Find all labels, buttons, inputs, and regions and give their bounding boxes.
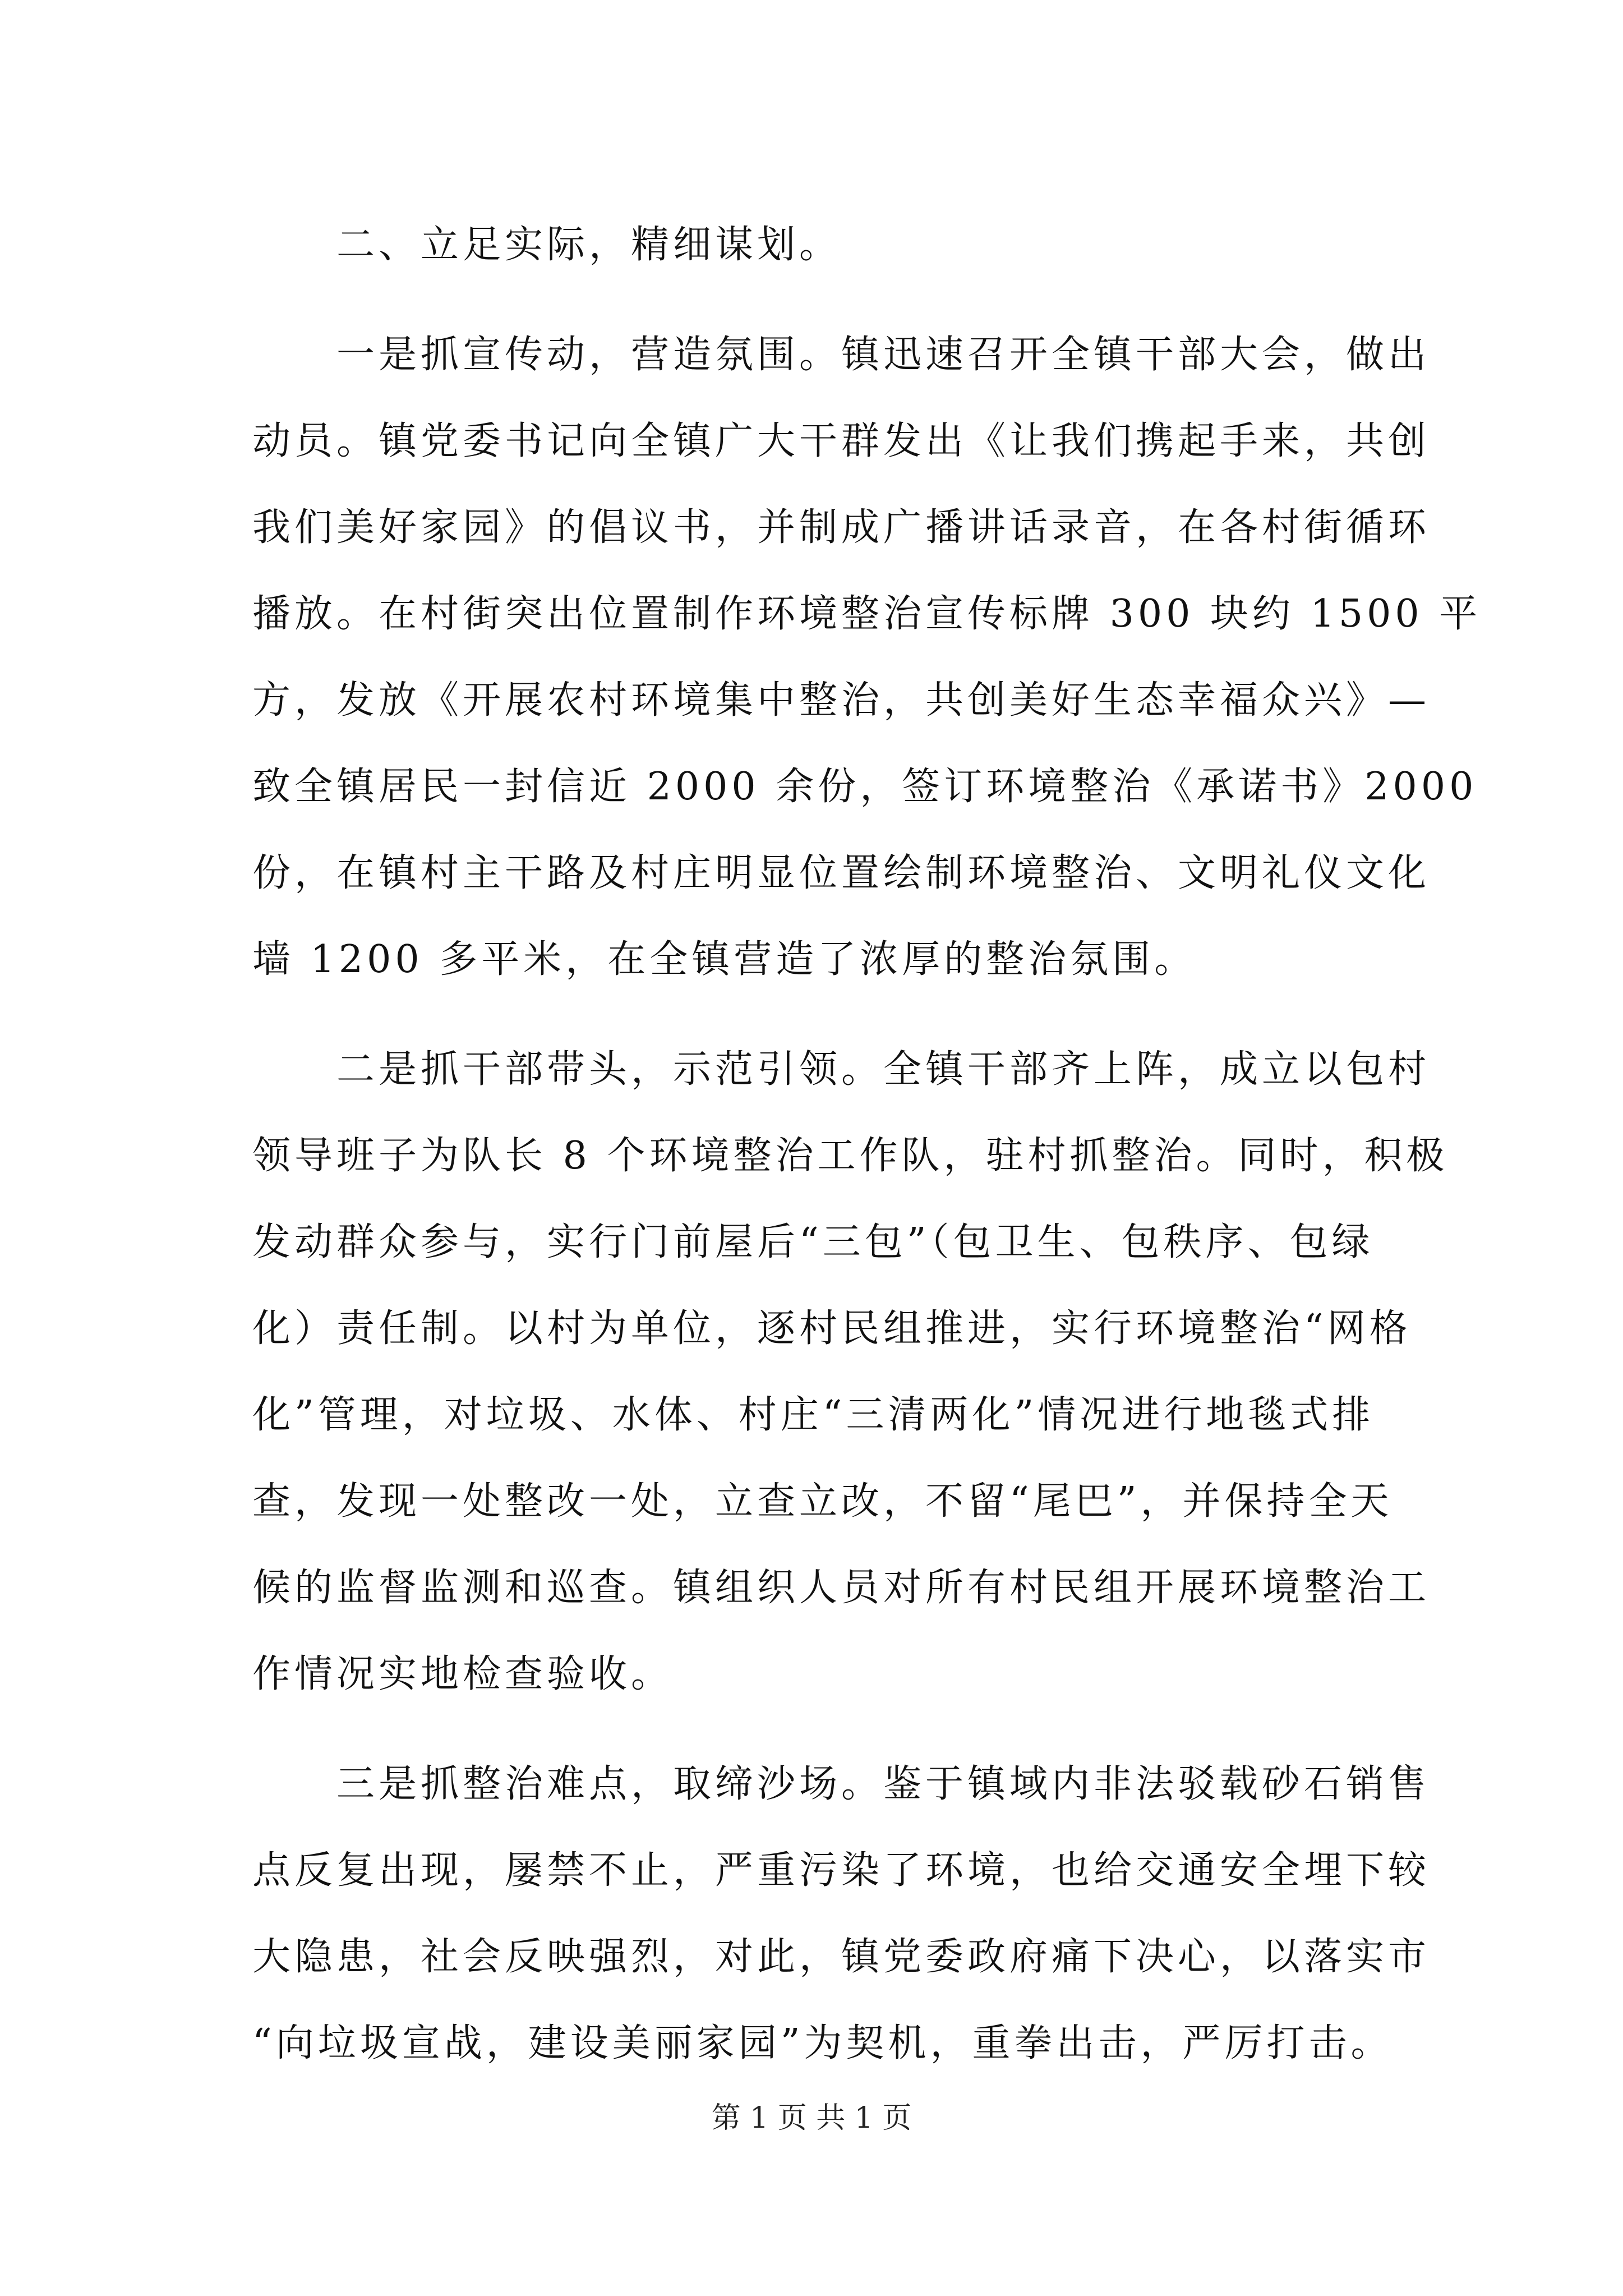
text-line: 动员。镇党委书记向全镇广大干群发出《让我们携起手来，共创 [252, 419, 1431, 463]
paragraph [252, 1027, 1449, 1718]
paragraph-heading [252, 202, 1419, 288]
text-line: 份，在镇村主干路及村庄明显位置绘制环境整治、文明礼仪文化 [252, 851, 1431, 895]
text-line: 我们美好家园》的倡议书，并制成广播讲话录音，在各村街循环 [252, 505, 1431, 550]
text-line: 领导班子为队长 8 个环境整治工作队，驻村抓整治。同时，积极 [252, 1134, 1449, 1178]
paragraph [252, 312, 1482, 1003]
text-line: 三是抓整治难点，取缔沙场。鉴于镇域内非法驳载砂石销售 [252, 1762, 1431, 1806]
text-line: 作情况实地检查验收。 [252, 1652, 674, 1696]
text-line: 大隐患，社会反映强烈，对此，镇党委政府痛下决心，以落实市 [252, 1935, 1431, 1979]
paragraph [252, 1741, 1431, 2087]
text-line: 候的监督监测和巡查。镇组织人员对所有村民组开展环境整治工 [252, 1566, 1431, 1610]
text-line: 化）责任制。以村为单位，逐村民组推进，实行环境整治“网格 [252, 1306, 1412, 1351]
document-body [252, 202, 1482, 2087]
text-line: 查，发现一处整改一处，立查立改，不留“尾巴”，并保持全天 [252, 1479, 1393, 1524]
text-line: 发动群众参与，实行门前屋后“三包”（包卫生、包秩序、包绿 [252, 1220, 1374, 1264]
text-line: 化”管理，对垃圾、水体、村庄“三清两化”情况进行地毯式排 [252, 1393, 1375, 1437]
text-line: 一是抓宣传动，营造氛围。镇迅速召开全镇干部大会，做出 [252, 333, 1431, 377]
text-line: “向垃圾宣战，建设美丽家园”为契机，重拳出击，严厉打击。 [252, 2021, 1393, 2065]
text-line: 点反复出现，屡禁不止，严重污染了环境，也给交通安全埋下较 [252, 1848, 1431, 1893]
text-line: 致全镇居民一封信近 2000 余份，签订环境整治《承诺书》2000 [252, 765, 1478, 809]
text-line: 二是抓干部带头，示范引领。全镇干部齐上阵，成立以包村 [252, 1047, 1431, 1092]
page-number-footer: 第 1 页 共 1 页 [711, 2101, 912, 2135]
text-line: 播放。在村街突出位置制作环境整治宣传标牌 300 块约 1500 平 [252, 592, 1482, 636]
text-line: 墙 1200 多平米，在全镇营造了浓厚的整治氛围。 [252, 937, 1197, 982]
text-line: 方，发放《开展农村环境集中整治，共创美好生态幸福众兴》— [252, 678, 1431, 723]
text-line: 二、立足实际，精细谋划。 [252, 223, 842, 267]
